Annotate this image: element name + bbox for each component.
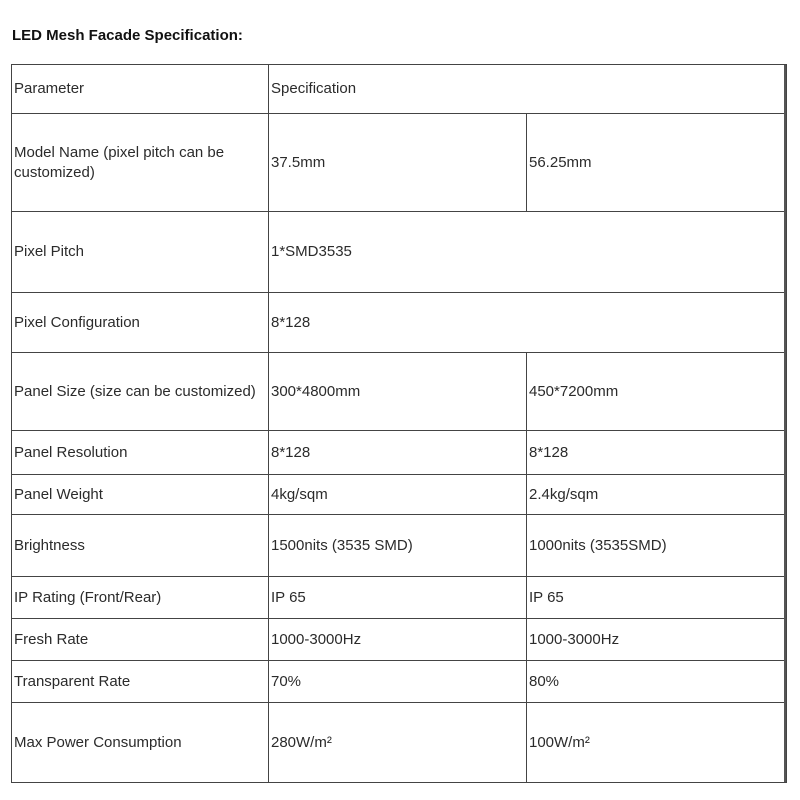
table-row [12,661,786,703]
row-param-pixel-configuration: Pixel Configuration [12,293,269,353]
row-param-pixel-pitch: Pixel Pitch [12,212,269,293]
row-value: 1000nits (3535SMD) [527,515,786,577]
table-row [12,703,786,783]
table-row [12,353,786,431]
row-value: 80% [527,661,786,703]
row-value: 280W/m² [269,703,527,783]
header-parameter: Parameter [12,65,269,114]
row-value: 2.4kg/sqm [527,475,786,515]
row-value: 4kg/sqm [269,475,527,515]
row-value: 8*128 [527,431,786,475]
row-value: 1000-3000Hz [527,619,786,661]
row-value: 1500nits (3535 SMD) [269,515,527,577]
row-value: 1*SMD3535 [269,212,786,293]
row-param-brightness: Brightness [12,515,269,577]
row-value: 450*7200mm [527,353,786,431]
table-header-row [12,65,786,114]
row-value: 1000-3000Hz [269,619,527,661]
row-value: 300*4800mm [269,353,527,431]
table-row [12,577,786,619]
row-param-fresh-rate: Fresh Rate [12,619,269,661]
row-param-max-power: Max Power Consumption [12,703,269,783]
row-param-panel-resolution: Panel Resolution [12,431,269,475]
table-row [12,431,786,475]
header-specification: Specification [269,65,786,114]
table-row [12,212,786,293]
row-param-panel-size: Panel Size (size can be customized) [12,353,269,431]
row-param-transparent-rate: Transparent Rate [12,661,269,703]
row-param-panel-weight: Panel Weight [12,475,269,515]
row-value: 100W/m² [527,703,786,783]
specification-table [11,64,787,783]
table-row [12,293,786,353]
row-value: 37.5mm [269,114,527,212]
table-row [12,475,786,515]
row-param-model-name: Model Name (pixel pitch can be customized) [12,114,269,212]
row-value: IP 65 [527,577,786,619]
row-value: 8*128 [269,293,786,353]
table-row [12,619,786,661]
table-row [12,515,786,577]
row-value: IP 65 [269,577,527,619]
table-row [12,114,786,212]
row-value: 56.25mm [527,114,786,212]
row-param-ip-rating: IP Rating (Front/Rear) [12,577,269,619]
row-value: 8*128 [269,431,527,475]
page-title: LED Mesh Facade Specification: [12,27,243,44]
row-value: 70% [269,661,527,703]
